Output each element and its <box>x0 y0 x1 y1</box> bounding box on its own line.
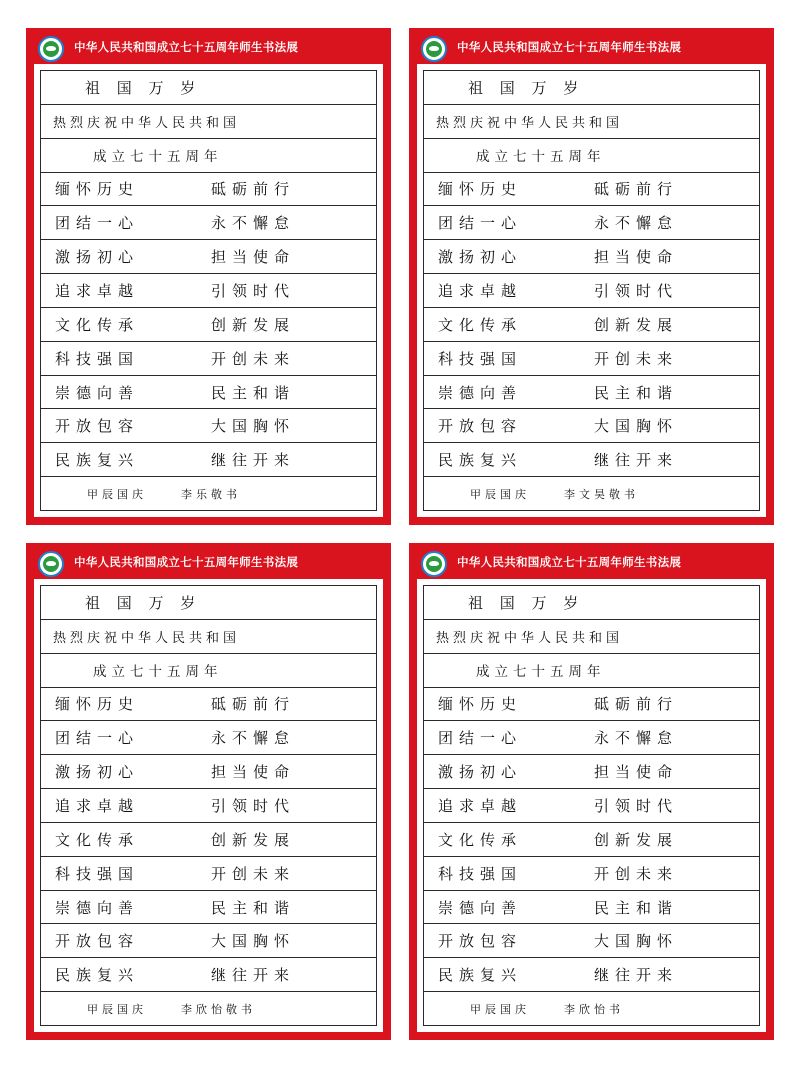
verse-right: 继往开来 <box>211 451 296 470</box>
celebration-line-1 <box>41 620 376 654</box>
verse-left: 缅怀历史 <box>438 180 523 199</box>
sheet-header <box>26 543 391 583</box>
verse-row <box>424 240 759 274</box>
verse-left: 激扬初心 <box>55 248 140 267</box>
verse-right: 引领时代 <box>211 281 296 300</box>
celebration-text-1: 热烈庆祝中华人民共和国 <box>436 630 624 646</box>
verse-left: 缅怀历史 <box>55 180 140 199</box>
verse-row <box>424 958 759 992</box>
verse-right: 永不懈怠 <box>211 214 296 233</box>
celebration-line-1 <box>424 620 759 654</box>
calligraphy-sheet-4 <box>409 543 774 1040</box>
calligraphy-sheet-1 <box>26 28 391 525</box>
verse-left: 民族复兴 <box>55 451 140 470</box>
verse-right: 继往开来 <box>594 451 679 470</box>
verse-row <box>424 376 759 410</box>
verse-left: 团结一心 <box>438 214 523 233</box>
verse-right: 砥砺前行 <box>594 180 679 199</box>
verse-left: 科技强国 <box>55 349 140 368</box>
verse-row <box>41 755 376 789</box>
signature-text: 李乐敬书 <box>181 487 241 501</box>
verse-left: 民族复兴 <box>55 966 140 985</box>
verse-right: 引领时代 <box>211 796 296 815</box>
verse-right: 民主和谐 <box>211 898 296 917</box>
verse-left: 开放包容 <box>438 932 523 951</box>
verse-right: 开创未来 <box>594 349 679 368</box>
signature-text: 李文昊敬书 <box>564 487 639 501</box>
date-text: 甲辰国庆 <box>87 487 147 501</box>
celebration-text-2: 成立七十五周年 <box>93 149 223 166</box>
signature-row <box>41 477 376 510</box>
celebration-line-2 <box>424 139 759 173</box>
writing-grid <box>423 585 760 1026</box>
verse-row <box>424 789 759 823</box>
sheet-header <box>409 28 774 68</box>
verse-left: 团结一心 <box>55 214 140 233</box>
calligraphy-sheet-2 <box>409 28 774 525</box>
verse-row <box>41 274 376 308</box>
verse-row <box>41 857 376 891</box>
verse-right: 民主和谐 <box>211 383 296 402</box>
signature-row <box>424 992 759 1025</box>
verse-right: 民主和谐 <box>594 383 679 402</box>
verse-left: 追求卓越 <box>55 796 140 815</box>
verse-right: 砥砺前行 <box>594 695 679 714</box>
verse-left: 激扬初心 <box>438 763 523 782</box>
verse-right: 创新发展 <box>594 315 679 334</box>
heading-row <box>41 71 376 105</box>
school-emblem-icon <box>421 551 447 577</box>
celebration-line-2 <box>41 139 376 173</box>
verse-right: 创新发展 <box>594 830 679 849</box>
verse-row <box>424 891 759 925</box>
verse-left: 崇德向善 <box>438 383 523 402</box>
verse-row <box>424 443 759 477</box>
verse-row <box>41 443 376 477</box>
verse-left: 文化传承 <box>55 830 140 849</box>
verse-row <box>424 274 759 308</box>
school-emblem-icon <box>38 551 64 577</box>
heading-row <box>424 586 759 620</box>
verse-row <box>41 342 376 376</box>
verse-row <box>41 823 376 857</box>
verse-right: 引领时代 <box>594 281 679 300</box>
verse-right: 开创未来 <box>211 864 296 883</box>
verse-right: 引领时代 <box>594 796 679 815</box>
verse-right: 大国胸怀 <box>594 417 679 436</box>
verse-left: 崇德向善 <box>55 898 140 917</box>
verse-row <box>41 409 376 443</box>
verse-right: 开创未来 <box>211 349 296 368</box>
verse-row <box>41 721 376 755</box>
verse-right: 担当使命 <box>594 763 679 782</box>
verse-left: 民族复兴 <box>438 451 523 470</box>
verse-row <box>424 173 759 207</box>
celebration-text-1: 热烈庆祝中华人民共和国 <box>53 115 241 131</box>
school-emblem-icon <box>421 36 447 62</box>
verse-right: 大国胸怀 <box>211 417 296 436</box>
verse-left: 文化传承 <box>438 830 523 849</box>
verse-right: 永不懈怠 <box>211 729 296 748</box>
celebration-line-2 <box>424 654 759 688</box>
verse-row <box>41 688 376 722</box>
verse-left: 开放包容 <box>55 932 140 951</box>
verse-row <box>41 958 376 992</box>
heading-text: 祖 国 万 岁 <box>85 78 202 97</box>
verse-row <box>424 206 759 240</box>
verse-left: 追求卓越 <box>55 281 140 300</box>
date-text: 甲辰国庆 <box>470 487 530 501</box>
verse-row <box>41 924 376 958</box>
verse-row <box>41 308 376 342</box>
verse-row <box>424 688 759 722</box>
verse-right: 砥砺前行 <box>211 180 296 199</box>
verse-row <box>424 857 759 891</box>
verse-left: 追求卓越 <box>438 281 523 300</box>
celebration-text-2: 成立七十五周年 <box>476 664 606 681</box>
celebration-text-2: 成立七十五周年 <box>476 149 606 166</box>
writing-grid <box>423 70 760 511</box>
sheet-title: 中华人民共和国成立七十五周年师生书法展 <box>74 555 299 569</box>
verse-right: 砥砺前行 <box>211 695 296 714</box>
verse-left: 文化传承 <box>438 315 523 334</box>
sheet-title: 中华人民共和国成立七十五周年师生书法展 <box>457 40 682 54</box>
verse-left: 崇德向善 <box>55 383 140 402</box>
signature-text: 李欣怡书 <box>564 1002 624 1016</box>
verse-right: 创新发展 <box>211 315 296 334</box>
verse-left: 团结一心 <box>55 729 140 748</box>
sheet-header <box>409 543 774 583</box>
verse-row <box>424 755 759 789</box>
verse-left: 科技强国 <box>55 864 140 883</box>
celebration-line-1 <box>424 105 759 139</box>
verse-left: 激扬初心 <box>438 248 523 267</box>
verse-right: 永不懈怠 <box>594 729 679 748</box>
sheet-title: 中华人民共和国成立七十五周年师生书法展 <box>74 40 299 54</box>
verse-row <box>424 308 759 342</box>
verse-right: 担当使命 <box>211 763 296 782</box>
signature-row <box>424 477 759 510</box>
verse-left: 激扬初心 <box>55 763 140 782</box>
verse-row <box>424 342 759 376</box>
calligraphy-paper <box>417 579 766 1032</box>
calligraphy-paper <box>34 64 383 517</box>
verse-row <box>41 376 376 410</box>
verse-left: 团结一心 <box>438 729 523 748</box>
celebration-text-1: 热烈庆祝中华人民共和国 <box>436 115 624 131</box>
calligraphy-sheet-3 <box>26 543 391 1040</box>
celebration-line-1 <box>41 105 376 139</box>
writing-grid <box>40 585 377 1026</box>
verse-row <box>424 823 759 857</box>
verse-right: 创新发展 <box>211 830 296 849</box>
verse-row <box>424 721 759 755</box>
verse-left: 文化传承 <box>55 315 140 334</box>
verse-row <box>41 206 376 240</box>
heading-text: 祖 国 万 岁 <box>468 78 585 97</box>
school-emblem-icon <box>38 36 64 62</box>
verse-right: 继往开来 <box>211 966 296 985</box>
date-text: 甲辰国庆 <box>87 1002 147 1016</box>
sheet-header <box>26 28 391 68</box>
verse-right: 大国胸怀 <box>211 932 296 951</box>
writing-grid <box>40 70 377 511</box>
verse-left: 开放包容 <box>438 417 523 436</box>
verse-left: 追求卓越 <box>438 796 523 815</box>
verse-row <box>41 173 376 207</box>
celebration-text-2: 成立七十五周年 <box>93 664 223 681</box>
verse-right: 民主和谐 <box>594 898 679 917</box>
verse-row <box>41 789 376 823</box>
celebration-text-1: 热烈庆祝中华人民共和国 <box>53 630 241 646</box>
heading-text: 祖 国 万 岁 <box>468 593 585 612</box>
verse-left: 开放包容 <box>55 417 140 436</box>
verse-left: 民族复兴 <box>438 966 523 985</box>
verse-left: 崇德向善 <box>438 898 523 917</box>
verse-left: 缅怀历史 <box>438 695 523 714</box>
calligraphy-paper <box>34 579 383 1032</box>
heading-text: 祖 国 万 岁 <box>85 593 202 612</box>
verse-right: 继往开来 <box>594 966 679 985</box>
verse-right: 担当使命 <box>211 248 296 267</box>
verse-row <box>424 409 759 443</box>
celebration-line-2 <box>41 654 376 688</box>
verse-right: 担当使命 <box>594 248 679 267</box>
verse-right: 开创未来 <box>594 864 679 883</box>
heading-row <box>424 71 759 105</box>
verse-right: 永不懈怠 <box>594 214 679 233</box>
calligraphy-paper <box>417 64 766 517</box>
date-text: 甲辰国庆 <box>470 1002 530 1016</box>
signature-row <box>41 992 376 1025</box>
heading-row <box>41 586 376 620</box>
verse-right: 大国胸怀 <box>594 932 679 951</box>
verse-row <box>424 924 759 958</box>
verse-row <box>41 240 376 274</box>
verse-left: 科技强国 <box>438 349 523 368</box>
verse-left: 科技强国 <box>438 864 523 883</box>
verse-left: 缅怀历史 <box>55 695 140 714</box>
sheet-title: 中华人民共和国成立七十五周年师生书法展 <box>457 555 682 569</box>
signature-text: 李欣怡敬书 <box>181 1002 256 1016</box>
verse-row <box>41 891 376 925</box>
